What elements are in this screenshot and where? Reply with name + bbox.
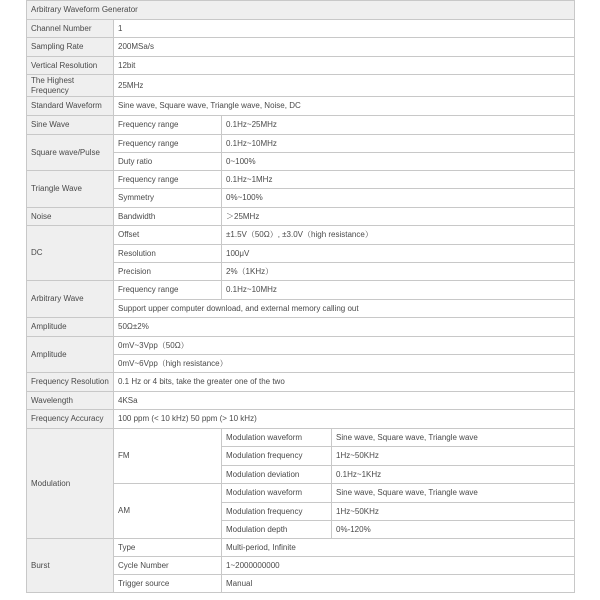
row-label: Wavelength: [27, 392, 114, 410]
row-label: DC: [27, 226, 114, 281]
table-row: [27, 57, 575, 75]
row-value: 0.1Hz~25MHz: [222, 116, 575, 135]
row-label: Amplitude: [27, 318, 114, 337]
row-param: Trigger source: [114, 575, 222, 593]
row-value: 1~2000000000: [222, 557, 575, 575]
table-row: [27, 75, 575, 97]
row-value: 0mV~3Vpp（50Ω）: [114, 337, 575, 355]
row-label: The Highest Frequency: [27, 75, 114, 97]
table-row: [27, 373, 575, 392]
row-param: Offset: [114, 226, 222, 245]
row-value: 0%~100%: [222, 189, 575, 208]
row-param: Modulation waveform: [222, 484, 332, 503]
table-row: [27, 135, 575, 153]
row-value: Sine wave, Square wave, Triangle wave: [332, 484, 575, 503]
row-value: 1Hz~50KHz: [332, 503, 575, 521]
row-label: Triangle Wave: [27, 171, 114, 208]
row-label: Channel Number: [27, 20, 114, 38]
row-value: 1Hz~50KHz: [332, 447, 575, 466]
table-row: [27, 318, 575, 337]
row-value: Sine wave, Square wave, Triangle wave, Noise, DC: [114, 97, 575, 116]
row-value: 12bit: [114, 57, 575, 75]
row-param: Frequency range: [114, 116, 222, 135]
row-label: Square wave/Pulse: [27, 135, 114, 171]
row-value: 0.1Hz~1KHz: [332, 466, 575, 484]
row-value: Sine wave, Square wave, Triangle wave: [332, 429, 575, 447]
row-label: Vertical Resolution: [27, 57, 114, 75]
burst-label: Burst: [27, 539, 114, 593]
row-param: Symmetry: [114, 189, 222, 208]
row-value: 2%（1KHz）: [222, 263, 575, 281]
row-value: 4KSa: [114, 392, 575, 410]
table-row: [27, 97, 575, 116]
row-param: Frequency range: [114, 171, 222, 189]
row-value: 0mV~6Vpp（high resistance）: [114, 355, 575, 373]
table-row: [27, 226, 575, 245]
table-row: [27, 38, 575, 57]
row-value: 100μV: [222, 245, 575, 263]
table-row: [27, 337, 575, 355]
row-param: Frequency range: [114, 281, 222, 300]
row-param: Modulation frequency: [222, 503, 332, 521]
row-value: ＞25MHz: [222, 208, 575, 226]
table-row: [27, 539, 575, 557]
row-value: 200MSa/s: [114, 38, 575, 57]
row-value: Multi-period, Infinite: [222, 539, 575, 557]
row-param: Duty ratio: [114, 153, 222, 171]
table-row: [27, 1, 575, 20]
am-label: AM: [114, 484, 222, 539]
row-label: Sampling Rate: [27, 38, 114, 57]
row-param: Type: [114, 539, 222, 557]
row-param: Modulation depth: [222, 521, 332, 539]
row-value: 1: [114, 20, 575, 38]
table-row: [27, 281, 575, 300]
row-label: Sine Wave: [27, 116, 114, 135]
table-row: [27, 171, 575, 189]
modulation-label: Modulation: [27, 429, 114, 539]
table-row: [27, 429, 575, 447]
row-value: ±1.5V（50Ω）, ±3.0V（high resistance）: [222, 226, 575, 245]
row-value: 0.1Hz~10MHz: [222, 281, 575, 300]
row-value: 100 ppm (< 10 kHz) 50 ppm (> 10 kHz): [114, 410, 575, 429]
row-value: 0.1Hz~1MHz: [222, 171, 575, 189]
table-row: [27, 116, 575, 135]
row-param: Resolution: [114, 245, 222, 263]
row-label: Frequency Resolution: [27, 373, 114, 392]
row-param: Modulation frequency: [222, 447, 332, 466]
row-value: 25MHz: [114, 75, 575, 97]
row-param: Cycle Number: [114, 557, 222, 575]
row-label: Standard Waveform: [27, 97, 114, 116]
table-row: [27, 392, 575, 410]
row-label: Frequency Accuracy: [27, 410, 114, 429]
table-row: [27, 208, 575, 226]
row-param: Modulation waveform: [222, 429, 332, 447]
table-title: Arbitrary Waveform Generator: [27, 1, 575, 20]
row-value: 0.1Hz~10MHz: [222, 135, 575, 153]
row-param: Bandwidth: [114, 208, 222, 226]
table-row: [27, 20, 575, 38]
row-label: Noise: [27, 208, 114, 226]
row-value: 0~100%: [222, 153, 575, 171]
row-value: 0.1 Hz or 4 bits, take the greater one of the two: [114, 373, 575, 392]
spec-table: [26, 0, 575, 593]
row-label: Amplitude: [27, 337, 114, 373]
row-value: 50Ω±2%: [114, 318, 575, 337]
row-value: Manual: [222, 575, 575, 593]
row-param: Frequency range: [114, 135, 222, 153]
row-param: Modulation deviation: [222, 466, 332, 484]
fm-label: FM: [114, 429, 222, 484]
row-param: Precision: [114, 263, 222, 281]
table-row: [27, 410, 575, 429]
row-value: Support upper computer download, and external memory calling out: [114, 300, 575, 318]
row-label: Arbitrary Wave: [27, 281, 114, 318]
row-value: 0%-120%: [332, 521, 575, 539]
